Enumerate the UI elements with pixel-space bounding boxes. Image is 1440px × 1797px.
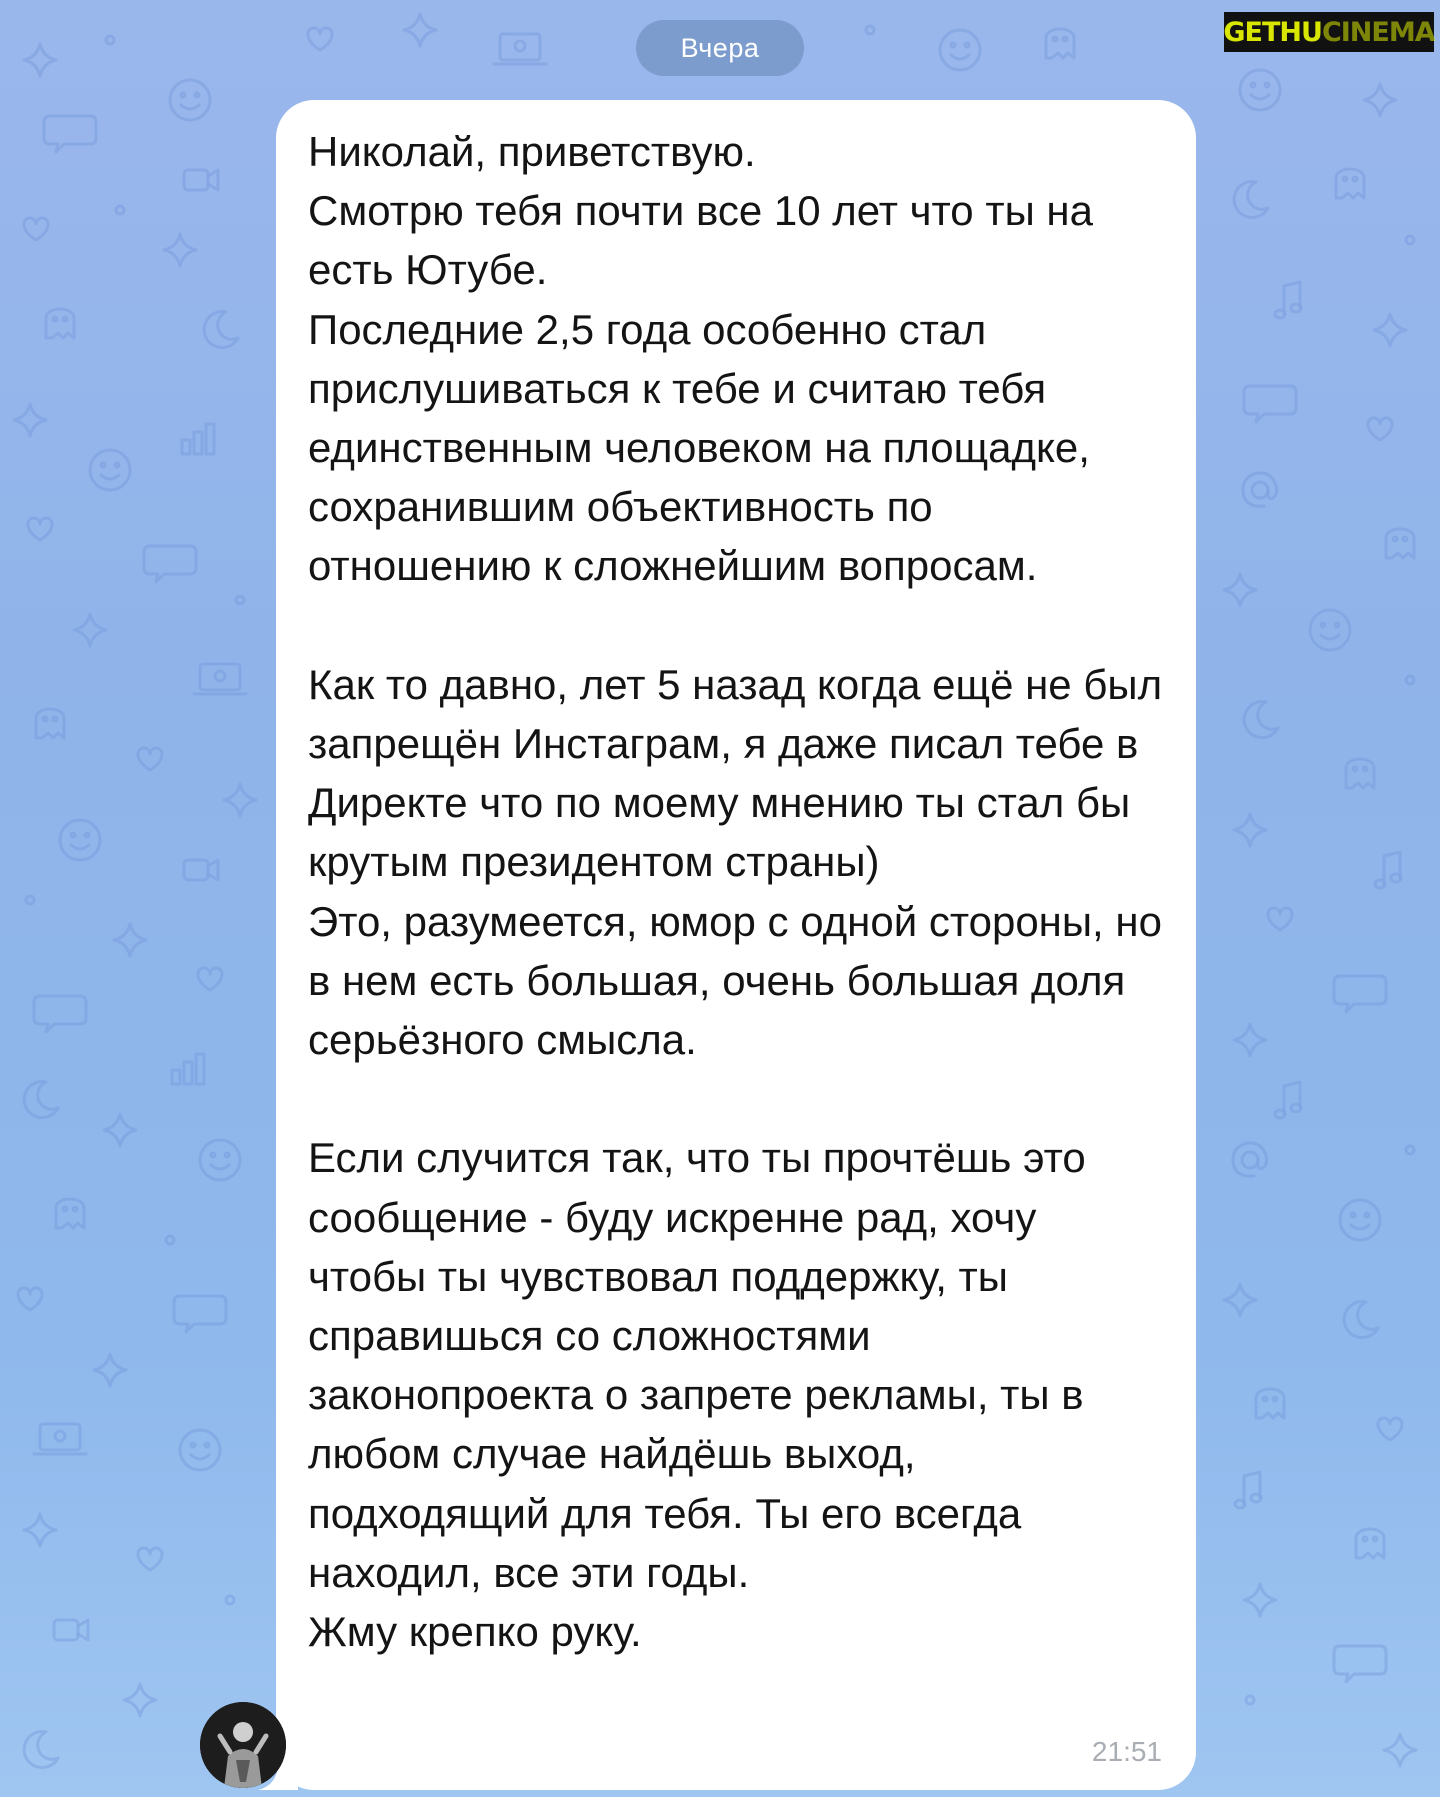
message-bubble[interactable] [276, 100, 1196, 1790]
watermark-part-2: CINEMA [1321, 16, 1435, 48]
watermark-part-1: GETHU [1223, 16, 1322, 48]
date-separator: Вчера [636, 20, 804, 76]
avatar-photo-icon [200, 1702, 286, 1788]
message-timestamp: 21:51 [1091, 1736, 1162, 1767]
watermark-logo [1224, 12, 1434, 52]
sender-avatar[interactable] [200, 1702, 286, 1788]
message-text: Николай, приветствую. Смотрю тебя почти все 10 лет что ты на есть Ютубе. Последние 2,5 года особенно стал прислушиваться к тебе и считаю тебя единственным человеком на площадке, сохранившим объективность по отношению к сложнейшим вопросам. Как то давно, лет 5 назад когда ещё не был запрещён Инстаграм, я даже писал тебе в Директе что по моему мнению ты стал бы крутым президентом страны) Это, разумеется, юмор с одной стороны, но в нем есть большая, очень большая доля серьёзного смысла. Если случится так, что ты прочтёшь это сообщение - буду искренне рад, хочу чтобы ты чувствовал поддержку, ты справишься со сложностями законопроекта о запрете рекламы, ты в любом случае найдёшь выход, подходящий для тебя. Ты его всегда находил, все эти годы. Жму крепко руку. [308, 128, 1163, 1656]
